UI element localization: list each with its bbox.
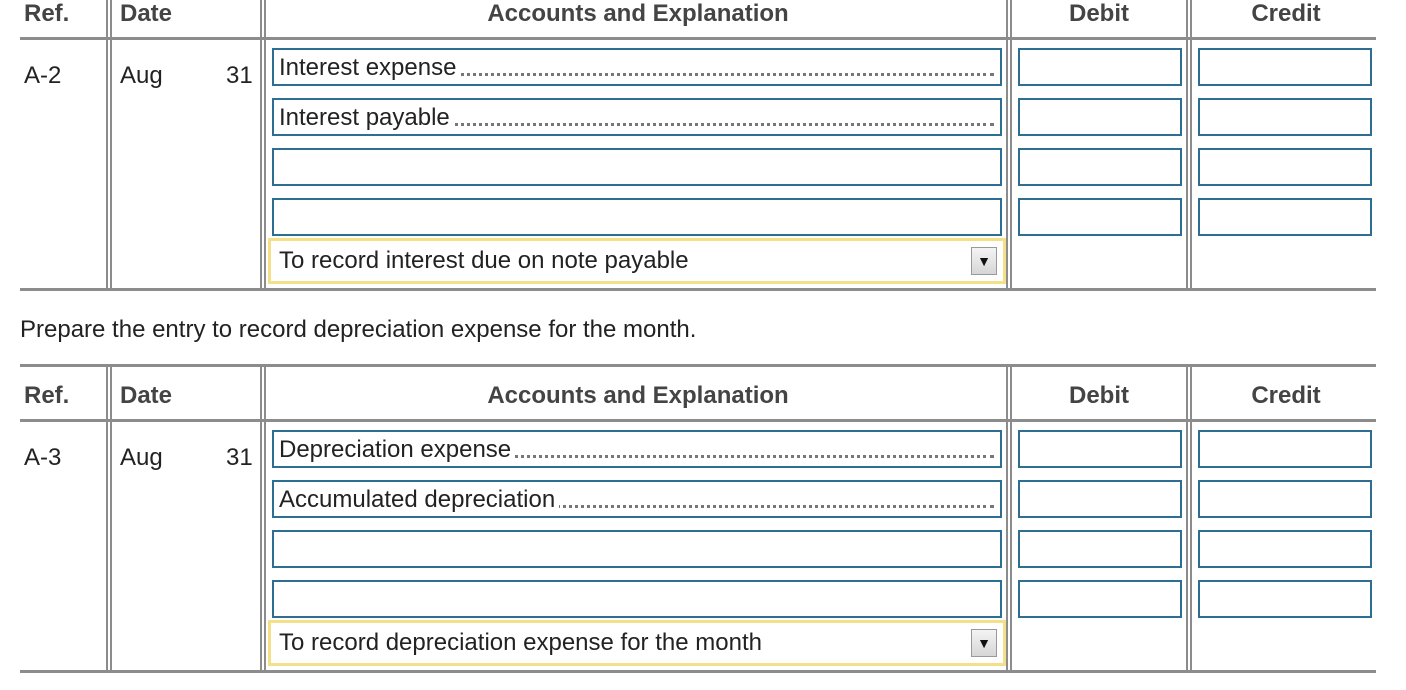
explanation-select[interactable] (268, 620, 1006, 666)
credit-input[interactable] (1198, 198, 1372, 236)
credit-input[interactable] (1198, 148, 1372, 186)
credit-input[interactable] (1198, 48, 1372, 86)
credit-input[interactable] (1198, 580, 1372, 618)
entry-day: 31 (226, 62, 253, 89)
table-header (20, 364, 1376, 422)
header-date: Date (120, 382, 173, 409)
column-divider (106, 367, 108, 419)
journal-table-a2 (20, 0, 1376, 291)
account-value: Interest expense (279, 54, 460, 82)
column-divider (260, 422, 262, 670)
column-divider (1186, 367, 1188, 419)
debit-input[interactable] (1018, 98, 1182, 136)
header-ref: Ref. (24, 382, 70, 409)
column-divider (106, 422, 108, 670)
journal-table-a3 (20, 364, 1376, 673)
account-input[interactable] (272, 480, 1002, 518)
account-input[interactable] (272, 48, 1002, 86)
column-divider (1186, 0, 1188, 37)
column-divider (1186, 422, 1188, 670)
instruction-text: Prepare the entry to record depreciation expense for the month. (20, 316, 697, 343)
column-divider (1006, 422, 1008, 670)
column-divider (1186, 40, 1188, 288)
credit-input[interactable] (1198, 98, 1372, 136)
column-divider (260, 367, 262, 419)
header-date: Date (120, 0, 173, 27)
account-input[interactable] (272, 530, 1002, 568)
debit-input[interactable] (1018, 430, 1182, 468)
header-debit: Debit (1069, 0, 1129, 27)
header-debit: Debit (1069, 382, 1129, 409)
debit-input[interactable] (1018, 198, 1182, 236)
entry-month: Aug (120, 444, 163, 471)
table-body (20, 422, 1376, 673)
triangle-down-icon[interactable]: ▼ (971, 629, 997, 657)
debit-input[interactable] (1018, 530, 1182, 568)
column-divider (106, 0, 108, 37)
entry-month: Aug (120, 62, 163, 89)
debit-input[interactable] (1018, 580, 1182, 618)
account-input[interactable] (272, 580, 1002, 618)
credit-input[interactable] (1198, 480, 1372, 518)
entry-ref: A-2 (24, 62, 62, 89)
header-accounts: Accounts and Explanation (487, 382, 789, 409)
entry-day: 31 (226, 444, 253, 471)
account-value: Accumulated depreciation (279, 486, 559, 514)
account-input[interactable] (272, 98, 1002, 136)
header-credit: Credit (1251, 0, 1321, 27)
credit-input[interactable] (1198, 430, 1372, 468)
header-credit: Credit (1251, 382, 1321, 409)
account-input[interactable] (272, 430, 1002, 468)
credit-input[interactable] (1198, 530, 1372, 568)
account-input[interactable] (272, 148, 1002, 186)
debit-input[interactable] (1018, 480, 1182, 518)
column-divider (106, 40, 108, 288)
entry-ref: A-3 (24, 444, 62, 471)
explanation-value: To record depreciation expense for the month (279, 629, 762, 656)
explanation-value: To record interest due on note payable (279, 247, 689, 274)
column-divider (260, 0, 262, 37)
column-divider (1006, 40, 1008, 288)
header-ref: Ref. (24, 0, 70, 27)
account-value: Depreciation expense (279, 436, 515, 464)
column-divider (1006, 0, 1008, 37)
triangle-down-icon[interactable]: ▼ (971, 247, 997, 275)
column-divider (1006, 367, 1008, 419)
debit-input[interactable] (1018, 148, 1182, 186)
account-input[interactable] (272, 198, 1002, 236)
account-value: Interest payable (279, 104, 454, 132)
table-header (20, 0, 1376, 40)
table-body (20, 40, 1376, 291)
debit-input[interactable] (1018, 48, 1182, 86)
column-divider (260, 40, 262, 288)
explanation-select[interactable] (268, 238, 1006, 284)
header-accounts: Accounts and Explanation (487, 0, 789, 27)
